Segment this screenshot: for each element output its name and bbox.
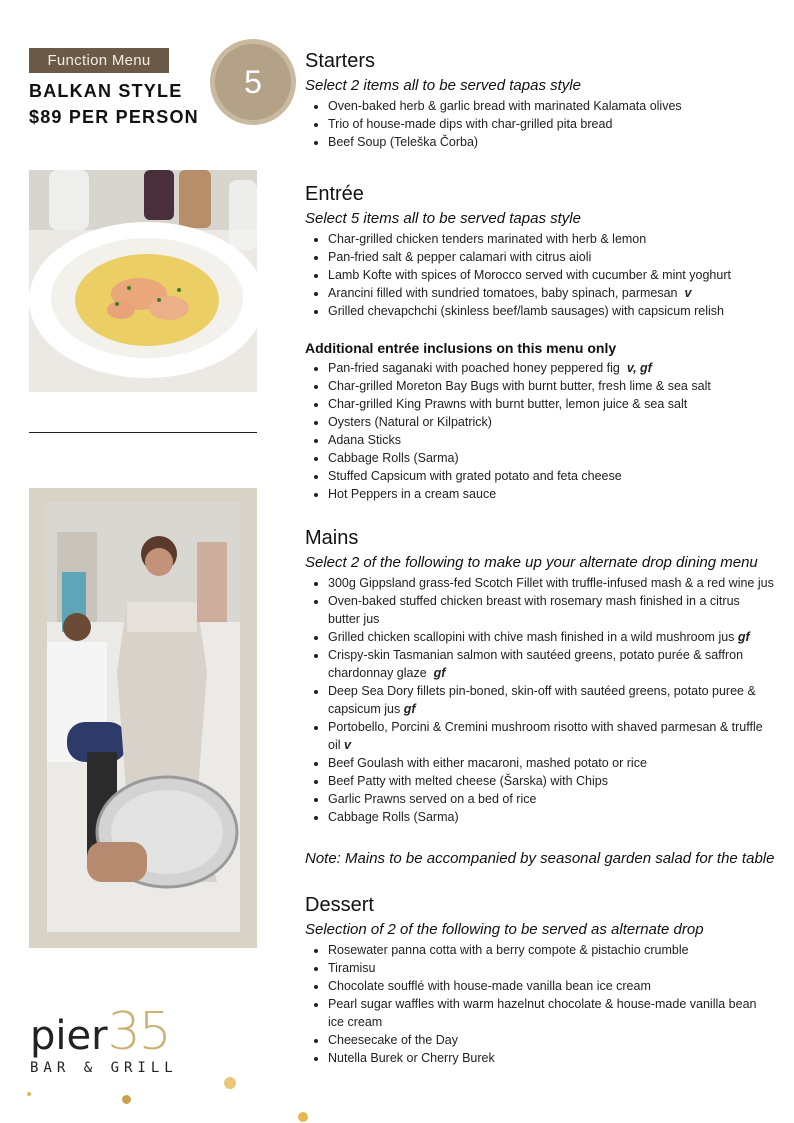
logo-wordmark xyxy=(30,1002,178,1062)
dietary-tag: gf xyxy=(737,630,750,644)
list-item: • Rosewater panna cotta with a berry compote & pistachio crumble xyxy=(328,941,775,959)
list-item: • Arancini filled with sundried tomatoes, baby spinach, parmesan v xyxy=(328,284,775,302)
logo-subtitle: BAR & GRILL xyxy=(30,1060,178,1076)
starters-section xyxy=(305,48,775,151)
menu-style-title: BALKAN STYLE xyxy=(29,81,183,101)
list-item: • 300g Gippsland grass-fed Scotch Fillet with truffle-infused mash & a red wine jus xyxy=(328,574,775,592)
pier35-logo xyxy=(30,1002,178,1076)
mains-section xyxy=(305,525,775,870)
decorative-dot xyxy=(224,1077,236,1089)
list-item: • Stuffed Capsicum with grated potato and feta cheese xyxy=(328,467,775,485)
list-item: • Garlic Prawns served on a bed of rice xyxy=(328,790,775,808)
dietary-tag: v, gf xyxy=(626,361,652,375)
starters-instruction: Select 2 items all to be served tapas style xyxy=(305,77,581,94)
dietary-tag: gf xyxy=(433,666,446,680)
dessert-list xyxy=(305,941,775,1067)
starters-list xyxy=(305,97,775,151)
entree-section xyxy=(305,181,775,503)
dietary-tag: v xyxy=(344,738,351,752)
menu-content xyxy=(305,48,775,1067)
list-item: • Char-grilled King Prawns with burnt butter, lemon juice & sea salt xyxy=(328,395,775,413)
entree-heading: Entrée xyxy=(305,183,364,205)
dessert-heading: Dessert xyxy=(305,894,374,916)
logo-number: 35 xyxy=(107,1002,170,1062)
additional-entree-heading: Additional entrée inclusions on this menu only xyxy=(305,340,617,356)
list-item: • Cheesecake of the Day xyxy=(328,1031,775,1049)
dietary-tag: v xyxy=(684,286,692,300)
dessert-section xyxy=(305,892,775,1067)
list-item: • Oven-baked herb & garlic bread with marinated Kalamata olives xyxy=(328,97,775,115)
list-item: • Char-grilled chicken tenders marinated with herb & lemon xyxy=(328,230,775,248)
starters-heading: Starters xyxy=(305,50,376,72)
list-item: • Pan-fried salt & pepper calamari with citrus aioli xyxy=(328,248,775,266)
list-item: • Beef Soup (Teleška Čorba) xyxy=(328,133,775,151)
list-item: • Grilled chevapchchi (skinless beef/lamb sausages) with capsicum relish xyxy=(328,302,775,320)
list-item: • Crispy-skin Tasmanian salmon with sautéed greens, potato purée & saffron chardonnay glaze gf xyxy=(328,646,775,682)
food-photo xyxy=(29,170,257,392)
list-item: • Pan-fried saganaki with poached honey peppered fig v, gf xyxy=(328,359,775,377)
dietary-tag: gf xyxy=(403,702,416,716)
menu-number: 5 xyxy=(215,44,291,120)
list-item: • Beef Patty with melted cheese (Šarska) with Chips xyxy=(328,772,775,790)
list-item: • Hot Peppers in a cream sauce xyxy=(328,485,775,503)
list-item: • Lamb Kofte with spices of Morocco served with cucumber & mint yoghurt xyxy=(328,266,775,284)
list-item: • Pearl sugar waffles with warm hazelnut chocolate & house-made vanilla bean ice cream xyxy=(328,995,775,1031)
mains-instruction: Select 2 of the following to make up your alternate drop dining menu xyxy=(305,554,758,571)
list-item: • Char-grilled Moreton Bay Bugs with burnt butter, fresh lime & sea salt xyxy=(328,377,775,395)
list-item: • Portobello, Porcini & Cremini mushroom risotto with shaved parmesan & truffle oil v xyxy=(328,718,775,754)
additional-entree-list xyxy=(305,359,775,503)
decorative-dot xyxy=(298,1112,308,1122)
list-item: • Chocolate soufflé with house-made vanilla bean ice cream xyxy=(328,977,775,995)
dessert-instruction: Selection of 2 of the following to be served as alternate drop xyxy=(305,921,704,938)
menu-price: $89 PER PERSON xyxy=(29,107,199,127)
list-item: • Cabbage Rolls (Sarma) xyxy=(328,449,775,467)
list-item: • Adana Sticks xyxy=(328,431,775,449)
decorative-dot xyxy=(122,1095,131,1104)
wedding-dance-photo xyxy=(47,502,240,932)
mains-note: Note: Mains to be accompanied by seasonal garden salad for the table xyxy=(305,850,775,867)
menu-number-badge xyxy=(210,39,296,125)
function-menu-tag: Function Menu xyxy=(29,48,169,73)
list-item: • Oysters (Natural or Kilpatrick) xyxy=(328,413,775,431)
list-item: • Deep Sea Dory fillets pin-boned, skin-off with sautéed greens, potato puree & capsicum jus gf xyxy=(328,682,775,718)
list-item: • Nutella Burek or Cherry Burek xyxy=(328,1049,775,1067)
mains-list xyxy=(305,574,775,826)
mains-heading: Mains xyxy=(305,527,359,549)
list-item: • Beef Goulash with either macaroni, mashed potato or rice xyxy=(328,754,775,772)
list-item: • Cabbage Rolls (Sarma) xyxy=(328,808,775,826)
list-item: • Grilled chicken scallopini with chive mash finished in a wild mushroom jus gf xyxy=(328,628,775,646)
entree-list xyxy=(305,230,775,320)
list-item: • Oven-baked stuffed chicken breast with rosemary mash finished in a citrus butter jus xyxy=(328,592,775,628)
logo-word: pier xyxy=(30,1013,108,1059)
decorative-dot xyxy=(27,1092,31,1096)
divider-line xyxy=(29,432,257,433)
list-item: • Trio of house-made dips with char-grilled pita bread xyxy=(328,115,775,133)
entree-instruction: Select 5 items all to be served tapas style xyxy=(305,210,581,227)
list-item: • Tiramisu xyxy=(328,959,775,977)
